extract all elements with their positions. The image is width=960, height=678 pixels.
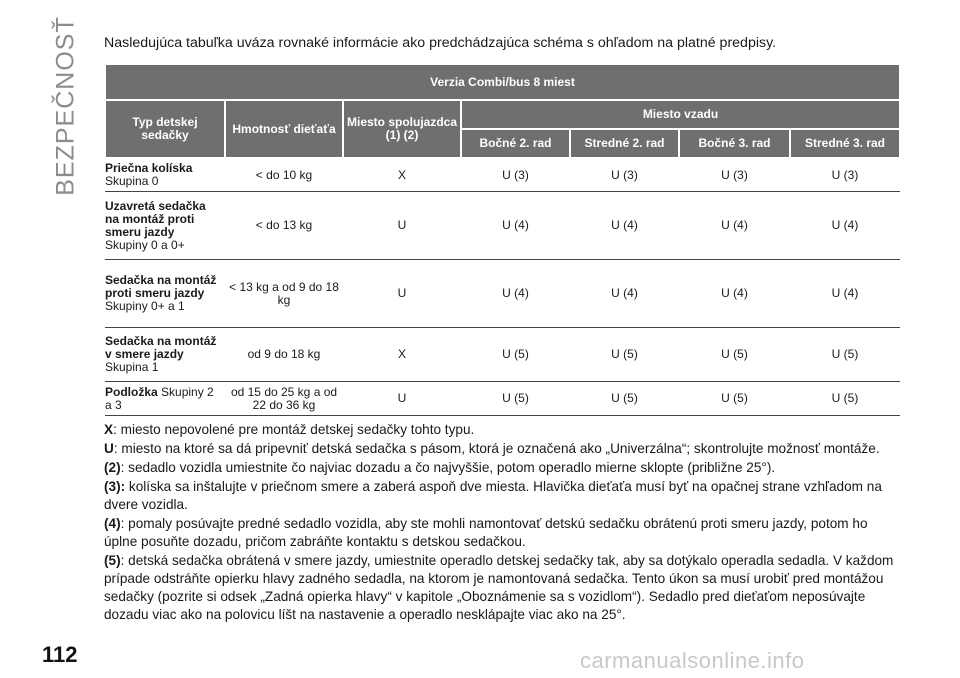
value-cell: U (5) — [679, 328, 790, 382]
header-middle-row3: Stredné 3. rad — [790, 129, 900, 158]
value-cell: U (3) — [461, 158, 570, 192]
seat-group: Skupina 0 — [105, 174, 159, 188]
note — [104, 459, 904, 477]
seat-type: Sedačka na montáž proti smeru jazdy — [105, 273, 217, 300]
note — [104, 440, 904, 458]
header-side-row3: Bočné 3. rad — [679, 129, 790, 158]
note-text: kolíska sa inštalujte v priečnom smere a zaberá aspoň dve miesta. Hlavička dieťaťa musí byť na opačnej strane vzhľadom na dvere vozidla. — [104, 479, 882, 512]
seat-group: Skupiny 2 a 3 — [105, 384, 214, 412]
page-number: 112 — [42, 642, 78, 667]
seat-type: Priečna kolíska — [105, 161, 193, 175]
note — [104, 421, 904, 439]
note-text: : miesto na ktoré sa dá pripevniť detská sedačka s pásom, ktorá je označená ako „Univerzálna“; skontrolujte možnosť montáže. — [113, 441, 880, 456]
weight-cell: < do 10 kg — [225, 158, 343, 192]
note-text: : sedadlo vozidla umiestnite čo najviac dozadu a čo najvyššie, potom operadlo mierne sklopte (približne 25°). — [120, 460, 776, 475]
header-rear-seat: Miesto vzadu — [461, 100, 900, 129]
seat-group: Skupina 1 — [105, 360, 159, 374]
value-cell: U (3) — [679, 158, 790, 192]
header-passenger-seat: Miesto spolujazdca (1) (2) — [343, 100, 461, 158]
header-side-row2: Bočné 2. rad — [461, 129, 570, 158]
child-seat-table — [104, 63, 901, 416]
note-key: (3): — [104, 479, 126, 494]
value-cell: U (4) — [790, 192, 900, 260]
value-cell: U (4) — [790, 260, 900, 328]
value-cell: U (5) — [570, 382, 679, 416]
value-cell: U (3) — [570, 158, 679, 192]
note-key: (2) — [104, 460, 121, 475]
note-key: (4) — [104, 516, 121, 531]
note-text: : pomaly posúvajte predné sedadlo vozidla, aby ste mohli namontovať detskú sedačku obrátenú proti smeru jazdy, potom ho úplne posuňte dozadu, pričom zabráňte kontaktu s detskou sedačkou. — [104, 516, 868, 549]
note-key: X — [104, 422, 114, 437]
passenger-cell: X — [343, 158, 461, 192]
passenger-cell: U — [343, 192, 461, 260]
value-cell: U (4) — [679, 260, 790, 328]
watermark: carmanualsonline.info — [580, 648, 805, 673]
seat-type: Sedačka na montáž v smere jazdy — [105, 334, 217, 361]
value-cell: U (5) — [790, 328, 900, 382]
seat-group: Skupiny 0+ a 1 — [105, 299, 185, 313]
note — [104, 515, 904, 551]
notes — [104, 421, 904, 625]
note-key: (5) — [104, 553, 121, 568]
passenger-cell: U — [343, 382, 461, 416]
table-row — [105, 158, 900, 192]
value-cell: U (4) — [461, 260, 570, 328]
note-text: : detská sedačka obrátená v smere jazdy, umiestnite operadlo detskej sedačky tak, aby sa dotýkalo operadla sedadla. V každom prípade odstráňte opierku hlavy zadného sedadla, na ktorom je namontovaná sedačka. Tento úkon sa musí urobiť pred montážou sedačky (pozrite si odsek „Zadná opierka hlavy“ v kapitole „Oboznámenie sa s vozidlom“). Sedadlo pred dieťaťom neposúvajte dozadu viac ako na polovicu líšt na nastavenie a operadlo nesklápajte viac ako na 25°. — [104, 553, 894, 622]
passenger-cell: U — [343, 260, 461, 328]
table-row — [105, 192, 900, 260]
header-middle-row2: Stredné 2. rad — [570, 129, 679, 158]
note-key: U — [104, 441, 114, 456]
passenger-cell: X — [343, 328, 461, 382]
seat-type: Podložka — [105, 384, 158, 399]
note-text: : miesto nepovolené pre montáž detskej sedačky tohto typu. — [113, 422, 475, 437]
value-cell: U (5) — [570, 328, 679, 382]
weight-cell: < 13 kg a od 9 do 18 kg — [225, 260, 343, 328]
section-title: BEZPEČNOSŤ — [51, 16, 80, 196]
value-cell: U (3) — [790, 158, 900, 192]
value-cell: U (4) — [679, 192, 790, 260]
weight-cell: od 15 do 25 kg a od 22 do 36 kg — [225, 382, 343, 416]
value-cell: U (5) — [461, 328, 570, 382]
table-row — [105, 382, 900, 416]
value-cell: U (4) — [570, 260, 679, 328]
value-cell: U (4) — [461, 192, 570, 260]
value-cell: U (5) — [790, 382, 900, 416]
value-cell: U (5) — [679, 382, 790, 416]
intro-text: Nasledujúca tabuľka uváza rovnaké informácie ako predchádzajúca schéma s ohľadom na platné predpisy. — [104, 35, 777, 51]
table-row — [105, 328, 900, 382]
header-child-seat: Typ detskej sedačky — [105, 100, 225, 158]
note — [104, 552, 904, 624]
table-row — [105, 260, 900, 328]
seat-group: Skupiny 0 a 0+ — [105, 237, 185, 252]
header-weight: Hmotnosť dieťaťa — [225, 100, 343, 158]
seat-type: Uzavretá sedačka na montáž proti smeru jazdy — [105, 198, 206, 239]
value-cell: U (5) — [461, 382, 570, 416]
weight-cell: < do 13 kg — [225, 192, 343, 260]
value-cell: U (4) — [570, 192, 679, 260]
section-side-label — [46, 16, 86, 196]
weight-cell: od 9 do 18 kg — [225, 328, 343, 382]
note — [104, 478, 904, 514]
table-title: Verzia Combi/bus 8 miest — [105, 64, 900, 100]
